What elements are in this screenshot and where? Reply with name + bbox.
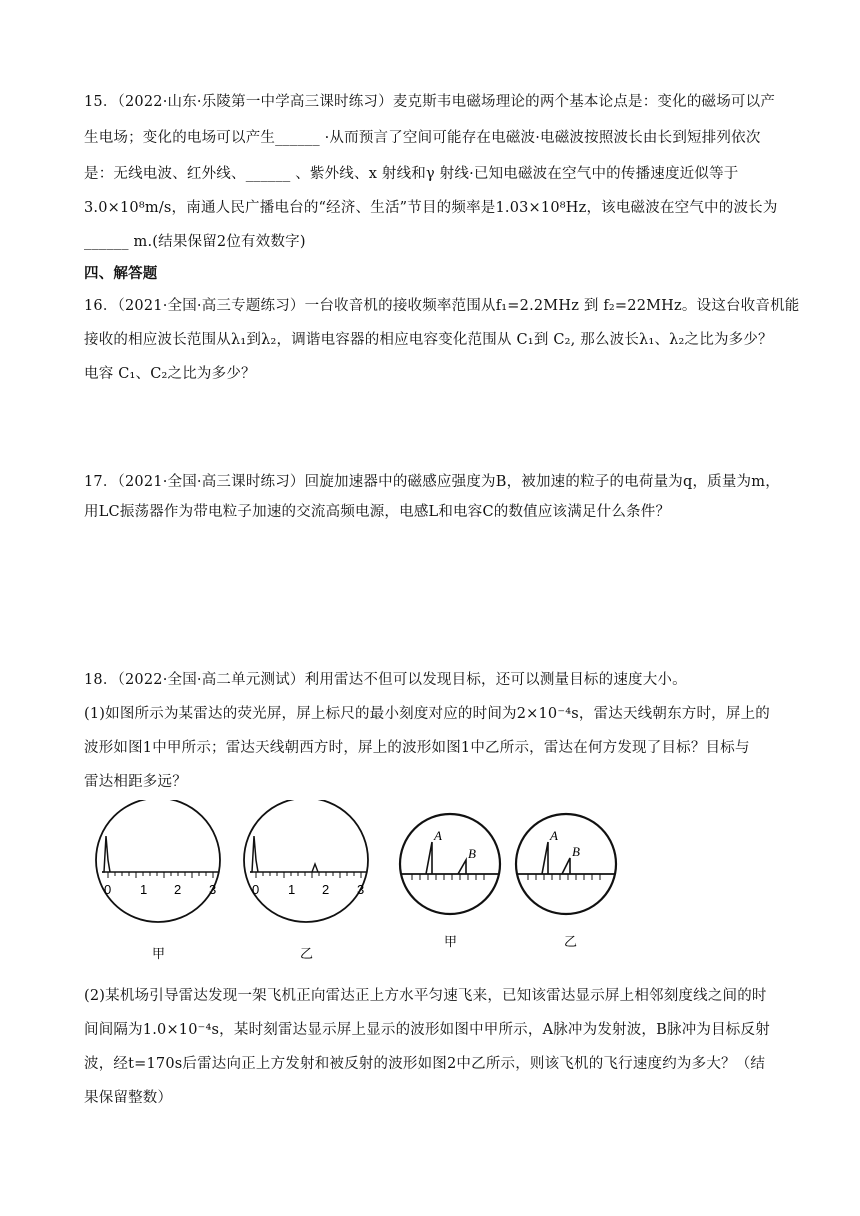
pulse-a (542, 842, 548, 874)
figure-1-caption-yi: 乙 (300, 947, 314, 962)
pulse-b-label: B (572, 844, 580, 859)
pulse-a-label: A (434, 828, 442, 843)
figure-1-radar-screens (88, 800, 378, 970)
figure-2-radar-screens (398, 812, 628, 960)
pulse-b (562, 858, 570, 874)
tick-label-3: 3 (209, 882, 217, 897)
q18-part2-line-4: 果保留整数） (84, 1090, 173, 1106)
tick-label-2: 2 (322, 882, 330, 897)
echo-pulse (312, 864, 318, 872)
q18-line-1: 18．（2022·全国·高二单元测试）利用雷达不但可以发现目标，还可以测量目标的速度大小。 (84, 672, 687, 688)
section-heading: 四、解答题 (84, 265, 158, 282)
pulse-b-label: B (468, 846, 476, 861)
transmit-pulse (102, 836, 110, 872)
transmit-pulse (250, 836, 258, 872)
q16-line-3: 电容 C₁、C₂之比为多少？ (84, 366, 256, 382)
figure-1-caption-jia: 甲 (152, 947, 166, 962)
tick-label-0: 0 (252, 882, 260, 897)
tick-label-2: 2 (174, 882, 182, 897)
pulse-b (458, 860, 466, 874)
figure-2-caption-jia: 甲 (444, 935, 458, 950)
q18-part2-line-2: 间间隔为1.0×10⁻⁴s，某时刻雷达显示屏上显示的波形如图中甲所示，A脉冲为发射波，B脉冲为目标反射 (84, 1022, 770, 1038)
figure-2-screen-yi (516, 814, 616, 950)
q16-line-1: 16．（2021·全国·高三专题练习）一台收音机的接收频率范围从f₁=2.2MHz 到 f₂=22MHz。设这台收音机能 (84, 298, 800, 314)
figure-2-caption-yi: 乙 (564, 935, 578, 950)
q18-part1-line-2: 波形如图1中甲所示；雷达天线朝西方时，屏上的波形如图1中乙所示，雷达在何方发现了目标？目标与 (84, 740, 750, 756)
tick-label-0: 0 (104, 882, 112, 897)
q15-line-2: 生电场；变化的电场可以产生______ ·从而预言了空间可能存在电磁波·电磁波按照波长由长到短排列依次 (84, 130, 761, 146)
pulse-a (426, 842, 432, 874)
q18-part2-line-1: (2)某机场引导雷达发现一架飞机正向雷达正上方水平匀速飞来，已知该雷达显示屏上相邻刻度线之间的时 (84, 988, 767, 1004)
q15-line-1: 15．（2022·山东·乐陵第一中学高三课时练习）麦克斯韦电磁场理论的两个基本论点是：变化的磁场可以产 (84, 94, 776, 110)
q17-line-1: 17．（2021·全国·高三课时练习）回旋加速器中的磁感应强度为B，被加速的粒子的电荷量为q，质量为m， (84, 474, 780, 490)
q17-line-2: 用LC振荡器作为带电粒子加速的交流高频电源，电感L和电容C的数值应该满足什么条件？ (84, 504, 671, 520)
tick-label-3: 3 (357, 882, 365, 897)
tick-label-1: 1 (140, 882, 148, 897)
q15-line-3: 是：无线电波、红外线、______ 、紫外线、x 射线和γ 射线·已知电磁波在空气中的传播速度近似等于 (84, 166, 739, 182)
q18-part1-line-1: (1)如图所示为某雷达的荧光屏，屏上标尺的最小刻度对应的时间为2×10⁻⁴s，雷达天线朝东方时，屏上的 (84, 706, 770, 722)
figure-2-screen-jia (400, 814, 500, 950)
figure-1-screen-yi (244, 800, 368, 962)
q15-line-5: ______ m.(结果保留2位有效数字) (84, 234, 306, 250)
pulse-a-label: A (550, 828, 558, 843)
tick-label-1: 1 (288, 882, 296, 897)
figure-1-screen-jia (96, 800, 220, 962)
q18-part1-line-3: 雷达相距多远？ (84, 774, 187, 790)
q18-part2-line-3: 波，经t=170s后雷达向正上方发射和被反射的波形如图2中乙所示，则该飞机的飞行速度约为多大？（结 (84, 1056, 766, 1072)
q16-line-2: 接收的相应波长范围从λ₁到λ₂，调谐电容器的相应电容变化范围从 C₁到 C₂, 那么波长λ₁、λ₂之比为多少？ (84, 332, 773, 348)
q15-line-4: 3.0×10⁸m/s，南通人民广播电台的“经济、生活”节目的频率是1.03×10⁸Hz，该电磁波在空气中的波长为 (84, 200, 778, 216)
